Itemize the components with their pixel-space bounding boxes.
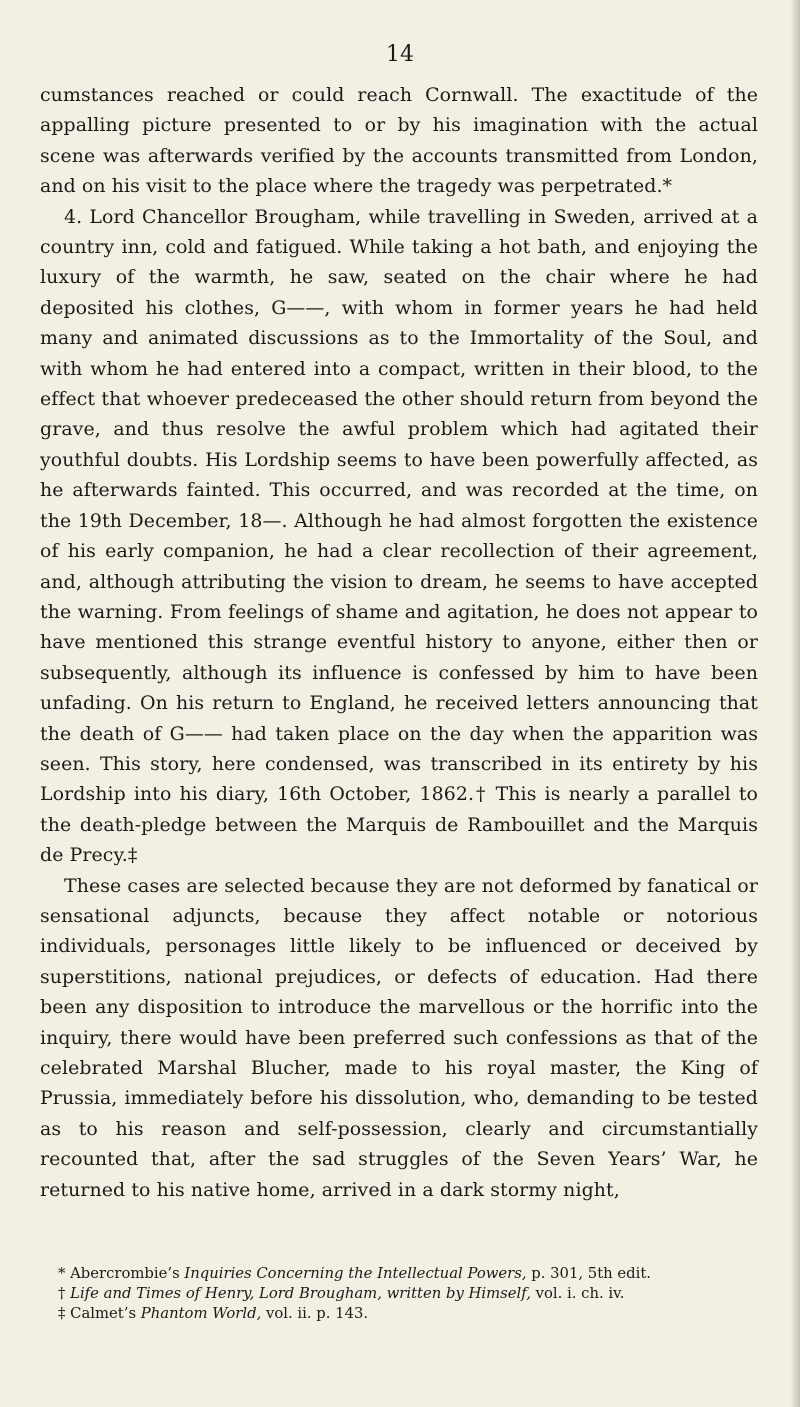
footnote-title: Inquiries Concerning the Intellectual Powers,: [184, 1265, 527, 1282]
footnote: [44, 1304, 762, 1324]
footnote-mark: †: [58, 1285, 66, 1302]
paragraph-brougham: 4. Lord Chancellor Brougham, while travelling in Sweden, arrived at a country inn, cold and fatigued. While taking a hot bath, and enjoying the luxury of the warmth, he saw, seated on the chair where he had deposited his clothes, G——, with whom in former years he had held many and animated discussions as to the Immortality of the Soul, and with whom he had entered into a compact, written in their blood, to the effect that whoever predeceased the other should return from beyond the grave, and thus resolve the awful problem which had agitated their youthful doubts. His Lordship seems to have been powerfully affected, as he afterwards fainted. This occurred, and was recorded at the time, on the 19th December, 18—. Although he had almost forgotten the existence of his early companion, he had a clear recollection of their agreement, and, although attributing the vision to dream, he seems to have accepted the warning. From feelings of shame and agitation, he does not appear to have mentioned this strange eventful history to anyone, either then or subsequently, although its influence is confessed by him to have been unfading. On his return to England, he received letters announcing that the death of G—— had taken place on the day when the apparition was seen. This story, here condensed, was transcribed in its entirety by his Lordship into his diary, 16th October, 1862.† This is nearly a parallel to the death-pledge between the Marquis de Rambouillet and the Marquis de Precy.‡: [40, 205, 758, 867]
footnote: [44, 1264, 762, 1284]
paragraph-continued: cumstances reached or could reach Cornwall. The exactitude of the appalling picture presented to or by his imagination with the actual scene was afterwards verified by the accounts transmitted from London, and on his visit to the place where the tragedy was perpetrated.*: [40, 84, 758, 198]
main-text: [40, 80, 758, 1205]
paragraph-selected-cases: These cases are selected because they are not deformed by fanatical or sensational adjuncts, because they affect notable or notorious individuals, personages little likely to be influenced or deceived by superstitions, national prejudices, or defects of education. Had there been any disposition to introduce the marvellous or the horrific into the inquiry, there would have been preferred such confessions as that of the celebrated Marshal Blucher, made to his royal master, the King of Prussia, immediately before his dissolution, who, demanding to be tested as to his reason and self-possession, clearly and circumstantially recounted that, after the sad struggles of the Seven Years’ War, he returned to his native home, arrived in a dark stormy night,: [40, 874, 758, 1201]
footnote-author: Abercrombie’s: [70, 1265, 180, 1282]
footnote-mark: ‡: [58, 1305, 66, 1322]
footnote-title: Phantom World,: [140, 1305, 262, 1322]
footnote-reference: vol. ii. p. 143.: [266, 1305, 369, 1322]
page-number: 14: [386, 42, 414, 67]
page-edge-shadow: [790, 0, 800, 1407]
footnote-reference: vol. i. ch. iv.: [535, 1285, 625, 1302]
footnote-mark: *: [58, 1265, 66, 1282]
footnotes: [44, 1264, 762, 1324]
footnote: [44, 1284, 762, 1304]
footnote-reference: p. 301, 5th edit.: [531, 1265, 651, 1282]
footnote-author: Calmet’s: [70, 1305, 137, 1322]
footnote-title: Life and Times of Henry, Lord Brougham, written by Himself,: [70, 1285, 531, 1302]
